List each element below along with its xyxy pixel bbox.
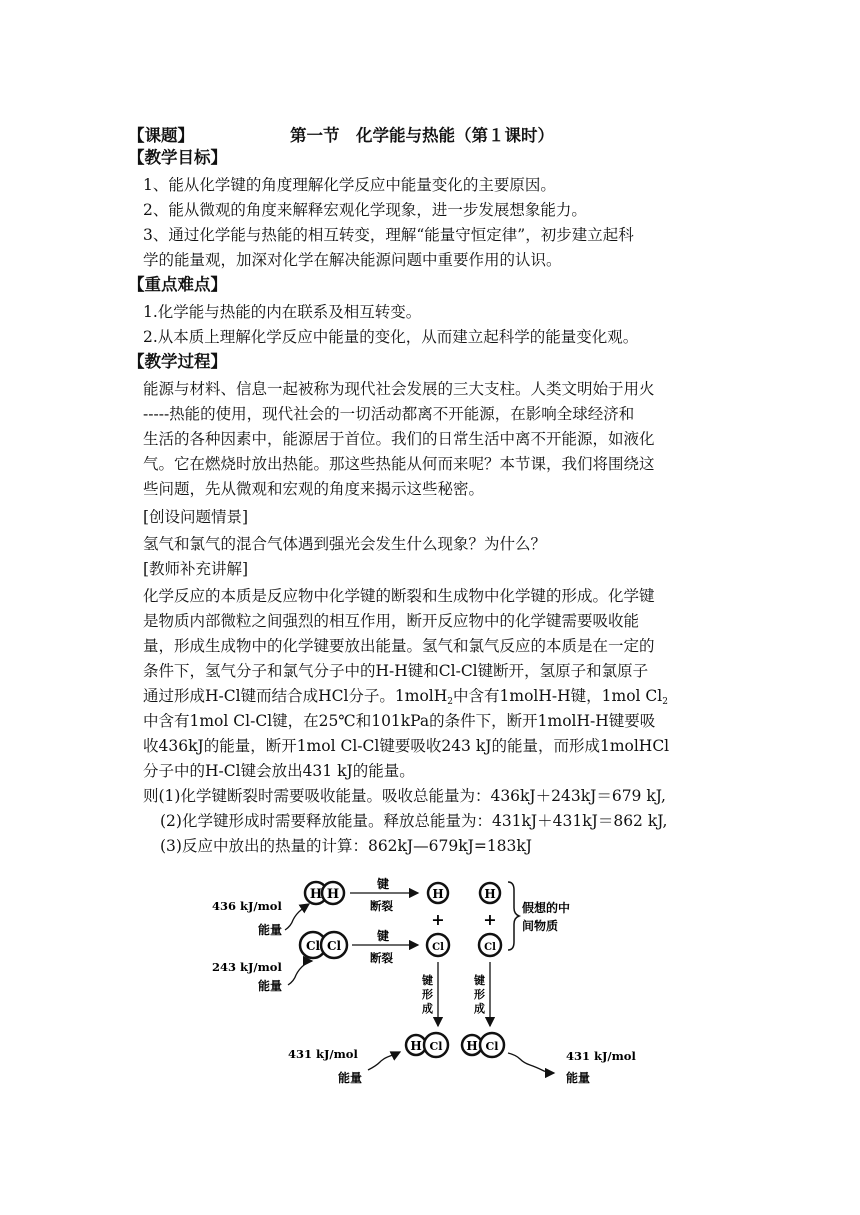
energy-word: 能量 — [258, 923, 283, 937]
h2-molecule — [305, 882, 344, 904]
energy-arrow — [368, 1052, 400, 1070]
atom-label: Cl — [429, 1040, 443, 1053]
key-heading: 【重点难点】 — [128, 275, 227, 294]
intro-line: 能源与材料、信息一起被称为现代社会发展的三大支柱。人类文明始于用火 — [143, 380, 655, 398]
hcl-molecule — [406, 1033, 448, 1057]
goal-item: 3、通过化学能与热能的相互转变，理解“能量守恒定律”，初步建立起科 — [143, 226, 634, 244]
calc-line: (3)反应中放出的热量的计算：862kJ—679kJ=183kJ — [160, 837, 533, 855]
energy-hcl-right-label: 431 kJ/mol — [566, 1049, 636, 1063]
atom-label: Cl — [484, 942, 496, 953]
plus-sign: + — [431, 910, 445, 929]
calc-line: (2)化学键形成时需要释放能量。释放总能量为：431kJ＋431kJ＝862 kJ, — [160, 812, 668, 830]
hcl-molecule — [462, 1033, 504, 1057]
energy-h2-label: 436 kJ/mol — [212, 899, 282, 913]
energy-hcl-left-label: 431 kJ/mol — [288, 1047, 358, 1061]
intro-line: -----热能的使用，现代社会的一切活动都离不开能源，在影响全球经济和 — [143, 405, 635, 423]
atom-label: Cl — [432, 942, 444, 953]
scenario-label: [创设问题情景] — [143, 508, 249, 526]
bond-word: 键 — [377, 929, 390, 943]
energy-arrow — [288, 961, 312, 985]
explain-line: 条件下，氢气分子和氯气分子中的H-H键和Cl-Cl键断开，氢原子和氯原子 — [143, 662, 649, 680]
atom-label: H — [432, 887, 444, 901]
explain-line: 是物质内部微粒之间强烈的相互作用，断开反应物中的化学键需要吸收能 — [143, 612, 640, 630]
energy-word: 能量 — [338, 1071, 363, 1085]
goal-item: 1、能从化学键的角度理解化学反应中能量变化的主要原因。 — [143, 176, 556, 194]
form-char: 形 — [474, 988, 485, 1001]
energy-arrow — [508, 1053, 554, 1073]
explain-text: 1molH — [394, 687, 448, 705]
form-char: 成 — [422, 1002, 433, 1015]
energy-word: 能量 — [566, 1071, 591, 1085]
atom-label: H — [466, 1039, 478, 1053]
form-char: 键 — [474, 974, 485, 987]
form-char: 形 — [422, 988, 433, 1001]
process-heading: 【教学过程】 — [128, 352, 227, 371]
bond-energy-diagram — [200, 870, 660, 1095]
atom-label: Cl — [305, 939, 321, 953]
explain-text: 通过形成H-Cl键而结合成HCl分子。 — [143, 687, 395, 705]
intro-line: 气。它在燃烧时放出热能。那这些热能从何而来呢？本节课，我们将围绕这 — [143, 455, 655, 473]
explain-line: 化学反应的本质是反应物中化学键的断裂和生成物中化学键的形成。化学键 — [143, 587, 655, 605]
atom-label: Cl — [326, 939, 342, 953]
break-word: 断裂 — [370, 951, 393, 965]
title-text: 第一节 化学能与热能（第１课时） — [290, 126, 554, 145]
atom-label: H — [410, 1039, 422, 1053]
energy-arrow — [285, 904, 309, 930]
lesson-title — [128, 122, 554, 146]
goal-item: 学的能量观，加深对化学在解决能源问题中重要作用的认识。 — [143, 251, 562, 269]
explain-line: 收436kJ的能量，断开1mol Cl-Cl键要吸收243 kJ的能量，而形成1molHCl — [143, 737, 670, 755]
atom-label: Cl — [485, 1040, 499, 1053]
form-char: 键 — [422, 974, 433, 987]
explain-line: 量，形成生成物中的化学键要放出能量。氢气和氯气反应的本质是在一定的 — [143, 637, 655, 655]
bond-word: 键 — [377, 877, 390, 891]
atom-label: H — [484, 887, 496, 901]
subscript: 2 — [662, 697, 668, 707]
title-tag: 【课题】 — [128, 126, 194, 145]
key-item: 1.化学能与热能的内在联系及相互转变。 — [143, 303, 422, 321]
subscript: 2 — [447, 697, 454, 707]
form-char: 成 — [474, 1002, 485, 1015]
intro-line: 生活的各种因素中，能源居于首位。我们的日常生活中离不开能源，如液化 — [143, 430, 655, 448]
energy-cl2-label: 243 kJ/mol — [212, 960, 282, 974]
explain-line: 中含有1mol Cl-Cl键，在25℃和101kPa的条件下，断开1molH-H键要吸 — [143, 712, 656, 730]
hypothetical-label: 假想的中 — [522, 901, 571, 915]
atom-label: H — [326, 887, 340, 902]
hypothetical-label: 间物质 — [522, 919, 559, 933]
explain-text: 中含有1molH-H键，1mol Cl — [453, 687, 663, 705]
atom-label: H — [309, 887, 323, 902]
calc-line: 则(1)化学键断裂时需要吸收能量。吸收总能量为：436kJ＋243kJ＝679 kJ, — [143, 787, 666, 805]
energy-word: 能量 — [258, 979, 283, 993]
goals-heading: 【教学目标】 — [128, 148, 227, 167]
goal-item: 2、能从微观的角度来解释宏观化学现象，进一步发展想象能力。 — [143, 201, 587, 219]
key-item: 2.从本质上理解化学反应中能量的变化，从而建立起科学的能量变化观。 — [143, 328, 639, 346]
brace — [508, 882, 519, 950]
teacher-label: [教师补充讲解] — [143, 560, 249, 578]
plus-sign: + — [483, 910, 497, 929]
scenario-question: 氢气和氯气的混合气体遇到强光会发生什么现象？为什么？ — [143, 535, 547, 553]
explain-line: 分子中的H-Cl键会放出431 kJ的能量。 — [143, 762, 415, 780]
cl2-molecule — [300, 932, 347, 958]
intro-line: 些问题，先从微观和宏观的角度来揭示这些秘密。 — [143, 480, 485, 498]
break-word: 断裂 — [370, 899, 393, 913]
